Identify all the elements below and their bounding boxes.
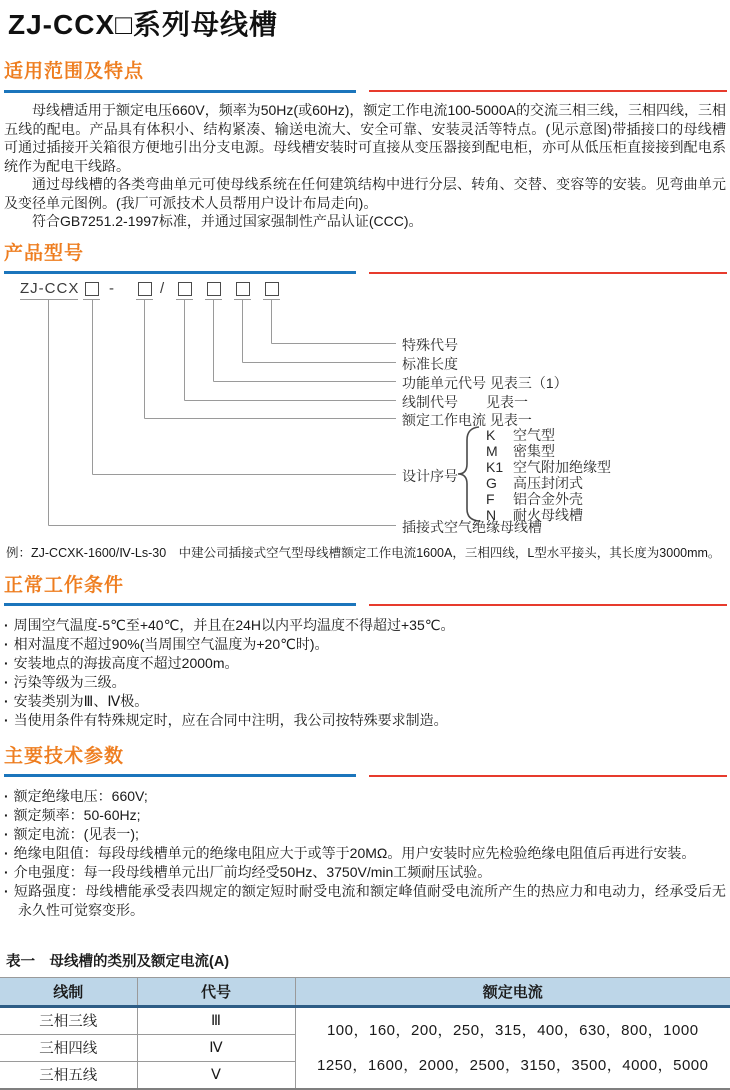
list-item: · 额定绝缘电压：660V; bbox=[4, 787, 726, 806]
list-item: · 污染等级为三级。 bbox=[4, 673, 726, 692]
model-separator-dash: - bbox=[109, 280, 114, 297]
divider-red-bar bbox=[369, 604, 727, 606]
section-conditions bbox=[0, 574, 730, 730]
section-model bbox=[0, 242, 730, 561]
design-option: G 高压封闭式 bbox=[486, 473, 583, 493]
catalog-page bbox=[0, 8, 730, 1080]
scope-paragraph: 母线槽适用于额定电压660V，频率为50Hz(或60Hz)，额定工作电流100-5000A的交流三相三线，三相四线，三相五线的配电。产品具有体积小、结构紧凑、输送电流大、安全可靠、安装灵活等特点。(见示意图)带插接口的母线槽可通过插接开关箱很方便地引出分支电源。母线槽安装时可直接从变压器接到配电柜，亦可从低压柜直接接到配电系统作为配电干线路。 bbox=[4, 101, 726, 175]
model-prefix: ZJ-CCX bbox=[20, 280, 79, 297]
design-option: M 密集型 bbox=[486, 441, 555, 461]
cell-wire: 三相四线 bbox=[0, 1034, 137, 1061]
model-box-special bbox=[265, 282, 279, 296]
bullet-dot: · bbox=[4, 617, 9, 633]
scope-paragraph: 符合GB7251.2-1997标准，并通过国家强制性产品认证(CCC)。 bbox=[4, 212, 726, 231]
list-item: · 相对温度不超过90%(当周围空气温度为+20℃时)。 bbox=[4, 635, 726, 654]
section-divider bbox=[4, 271, 727, 275]
bullet-dot: · bbox=[4, 674, 9, 690]
design-option: K1 空气附加绝缘型 bbox=[486, 457, 611, 477]
divider-red-bar bbox=[369, 90, 727, 92]
divider-red-bar bbox=[369, 272, 727, 274]
brace-glyph bbox=[458, 427, 479, 521]
current-line: 1250，1600，2000，2500，3150，3500，4000，5000 bbox=[296, 1048, 730, 1083]
cell-wire: 三相五线 bbox=[0, 1061, 137, 1089]
list-item: · 当使用条件有特殊规定时，应在合同中注明，我公司按特殊要求制造。 bbox=[4, 711, 726, 730]
model-box-current bbox=[138, 282, 152, 296]
bullet-dot: · bbox=[4, 636, 9, 652]
rated-current-table bbox=[0, 977, 730, 1090]
model-code-diagram bbox=[0, 279, 730, 539]
bullet-dot: · bbox=[4, 807, 9, 823]
list-item: · 介电强度：每一段母线槽单元出厂前均经受50Hz、3750V/min工频耐压试验。 bbox=[4, 863, 726, 882]
bullet-dot: · bbox=[4, 864, 9, 880]
model-connector-lines bbox=[0, 279, 730, 539]
label-design-series: 设计序号 bbox=[402, 466, 458, 486]
section-divider bbox=[4, 89, 727, 93]
divider-blue-bar bbox=[4, 271, 356, 274]
label-wire-code: 线制代号 见表一 bbox=[402, 392, 528, 412]
divider-blue-bar bbox=[4, 603, 356, 606]
model-heading: 产品型号 bbox=[4, 242, 730, 265]
design-option: N 耐火母线槽 bbox=[486, 505, 583, 525]
bullet-dot: · bbox=[4, 655, 9, 671]
design-option: F 铝合金外壳 bbox=[486, 489, 583, 509]
col-header-wire: 线制 bbox=[0, 977, 137, 1006]
section-parameters bbox=[0, 745, 730, 920]
table-row bbox=[0, 1006, 730, 1034]
list-item: · 短路强度：母线槽能承受表四规定的额定短时耐受电流和额定峰值耐受电流所产生的热应力和电动力，经承受后无永久性可觉察变形。 bbox=[4, 882, 726, 920]
bullet-dot: · bbox=[4, 845, 9, 861]
divider-blue-bar bbox=[4, 774, 356, 777]
section-divider bbox=[4, 603, 727, 607]
list-item: · 额定电流：(见表一); bbox=[4, 825, 726, 844]
list-item: · 周围空气温度-5℃至+40℃，并且在24H以内平均温度不得超过+35℃。 bbox=[4, 616, 726, 635]
model-example: 例：ZJ-CCXK-1600/Ⅳ-Ls-30 中建公司插接式空气型母线槽额定工作电流1600A，三相四线，L型水平接头，其长度为3000mm。 bbox=[6, 545, 730, 561]
current-line: 100，160，200，250，315，400，630，800，1000 bbox=[296, 1013, 730, 1048]
divider-red-bar bbox=[369, 775, 727, 777]
conditions-heading: 正常工作条件 bbox=[4, 574, 730, 597]
list-item: · 安装地点的海拔高度不超过2000m。 bbox=[4, 654, 726, 673]
label-function-unit: 功能单元代号 见表三（1） bbox=[402, 373, 568, 393]
list-item: · 额定频率：50-60Hz; bbox=[4, 806, 726, 825]
scope-paragraphs bbox=[4, 101, 726, 231]
list-item: · 安装类别为Ⅲ、Ⅳ极。 bbox=[4, 692, 726, 711]
label-rated-current: 额定工作电流 见表一 bbox=[402, 410, 532, 430]
bullet-dot: · bbox=[4, 712, 9, 728]
cell-code: Ⅲ bbox=[137, 1006, 295, 1034]
parameters-heading: 主要技术参数 bbox=[4, 745, 730, 768]
cell-code: Ⅴ bbox=[137, 1061, 295, 1089]
section-scope bbox=[0, 60, 730, 231]
cell-code: Ⅳ bbox=[137, 1034, 295, 1061]
parameters-list bbox=[4, 787, 726, 920]
model-box-length bbox=[236, 282, 250, 296]
cell-rated-current bbox=[295, 1006, 730, 1089]
cell-wire: 三相三线 bbox=[0, 1006, 137, 1034]
model-box-design bbox=[85, 282, 99, 296]
model-box-wire bbox=[178, 282, 192, 296]
table-header-row bbox=[0, 977, 730, 1006]
design-option: K 空气型 bbox=[486, 425, 555, 445]
label-base-type: 插接式空气绝缘母线槽 bbox=[402, 517, 542, 537]
model-separator-slash: / bbox=[160, 280, 164, 297]
bullet-dot: · bbox=[4, 883, 9, 899]
scope-heading: 适用范围及特点 bbox=[4, 60, 730, 83]
divider-blue-bar bbox=[4, 90, 356, 93]
scope-paragraph: 通过母线槽的各类弯曲单元可使母线系统在任何建筑结构中进行分层、转角、交替、变容等的安装。见弯曲单元及变径单元图例。(我厂可派技术人员帮用户设计布局走向)。 bbox=[4, 175, 726, 212]
model-box-function bbox=[207, 282, 221, 296]
col-header-current: 额定电流 bbox=[295, 977, 730, 1006]
label-standard-length: 标准长度 bbox=[402, 354, 458, 374]
section-table bbox=[0, 950, 730, 1090]
col-header-code: 代号 bbox=[137, 977, 295, 1006]
table-caption: 表一 母线槽的类别及额定电流(A) bbox=[6, 950, 730, 971]
bullet-dot: · bbox=[4, 788, 9, 804]
page-title: ZJ-CCX□系列母线槽 bbox=[8, 8, 730, 42]
bullet-dot: · bbox=[4, 826, 9, 842]
bullet-dot: · bbox=[4, 693, 9, 709]
label-special-code: 特殊代号 bbox=[402, 335, 458, 355]
section-divider bbox=[4, 774, 727, 778]
conditions-list bbox=[4, 616, 726, 730]
list-item: · 绝缘电阻值：每段母线槽单元的绝缘电阻应大于或等于20MΩ。用户安装时应先检验绝缘电阻值后再进行安装。 bbox=[4, 844, 726, 863]
